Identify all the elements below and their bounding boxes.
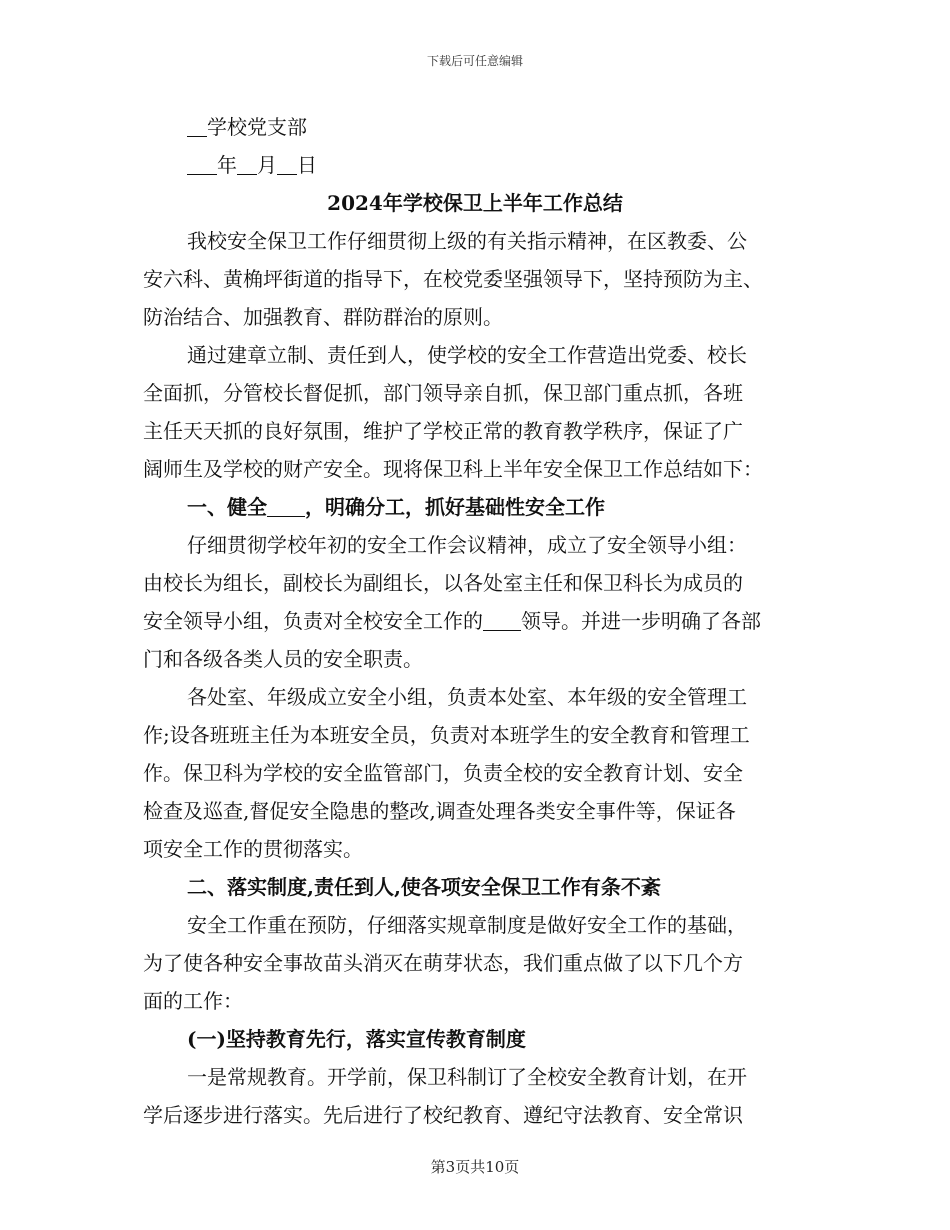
document-title: 2024年学校保卫上半年工作总结 [327, 191, 623, 215]
paragraph-line: 主任天天抓的良好氛围，维护了学校正常的教育教学秩序，保证了广 [143, 419, 743, 443]
signoff-date [187, 153, 317, 177]
blank-underline [267, 496, 305, 517]
blank-underline [187, 116, 207, 137]
paragraph-line: 全面抓，分管校长督促抓，部门领导亲自抓，保卫部门重点抓，各班 [143, 381, 743, 405]
paragraph-line [143, 609, 761, 633]
paragraph-line: 作。保卫科为学校的安全监管部门，负责全校的安全教育计划、安全 [143, 761, 743, 785]
section-heading-2: 二、落实制度,责任到人,使各项安全保卫工作有条不紊 [187, 875, 661, 899]
paragraph-line: 门和各级各类人员的安全职责。 [143, 647, 423, 671]
date-month-label: 月 [257, 153, 277, 177]
blank-underline [237, 154, 257, 175]
paragraph-line: 各处室、年级成立安全小组，负责本处室、本年级的安全管理工 [187, 685, 747, 709]
page-footer: 第3页共10页 [430, 1158, 520, 1176]
line-text: 领导。并进一步明确了各部 [521, 609, 761, 633]
blank-underline [483, 610, 521, 631]
paragraph-line: 仔细贯彻学校年初的安全工作会议精神，成立了安全领导小组： [187, 533, 747, 557]
heading-text: ，明确分工，抓好基础性安全工作 [305, 495, 605, 519]
signoff-organization [187, 115, 307, 139]
paragraph-line: 阔师生及学校的财产安全。现将保卫科上半年安全保卫工作总结如下： [143, 457, 763, 481]
paragraph-line: 为了使各种安全事故苗头消灭在萌芽状态，我们重点做了以下几个方 [143, 951, 743, 975]
blank-underline [277, 154, 297, 175]
subsection-heading-1: (一)坚持教育先行，落实宣传教育制度 [187, 1027, 526, 1051]
org-text: 学校党支部 [207, 115, 307, 139]
paragraph-line: 由校长为组长，副校长为副组长，以各处室主任和保卫科长为成员的 [143, 571, 743, 595]
date-day-label: 日 [297, 153, 317, 177]
blank-underline [187, 154, 217, 175]
paragraph-line: 面的工作： [143, 989, 243, 1013]
heading-text: 一、健全 [187, 495, 267, 519]
paragraph-line: 学后逐步进行落实。先后进行了校纪教育、遵纪守法教育、安全常识 [143, 1103, 743, 1127]
paragraph-line: 检查及巡查,督促安全隐患的整改,调查处理各类安全事件等，保证各 [143, 799, 736, 823]
line-text: 安全领导小组，负责对全校安全工作的 [143, 609, 483, 633]
date-year-label: 年 [217, 153, 237, 177]
paragraph-line: 一是常规教育。开学前，保卫科制订了全校安全教育计划，在开 [187, 1065, 747, 1089]
paragraph-line: 作;设各班班主任为本班安全员，负责对本班学生的安全教育和管理工 [143, 723, 750, 747]
page-header: 下载后可任意编辑 [426, 54, 523, 68]
paragraph-line: 安全工作重在预防，仔细落实规章制度是做好安全工作的基础， [187, 913, 747, 937]
paragraph-line: 防治结合、加强教育、群防群治的原则。 [143, 305, 503, 329]
section-heading-1 [187, 495, 605, 519]
paragraph-line: 安六科、黄桷坪街道的指导下，在校党委坚强领导下，坚持预防为主、 [143, 267, 763, 291]
paragraph-line: 我校安全保卫工作仔细贯彻上级的有关指示精神，在区教委、公 [187, 229, 747, 253]
paragraph-line: 项安全工作的贯彻落实。 [143, 837, 363, 861]
paragraph-line: 通过建章立制、责任到人，使学校的安全工作营造出党委、校长 [187, 343, 747, 367]
